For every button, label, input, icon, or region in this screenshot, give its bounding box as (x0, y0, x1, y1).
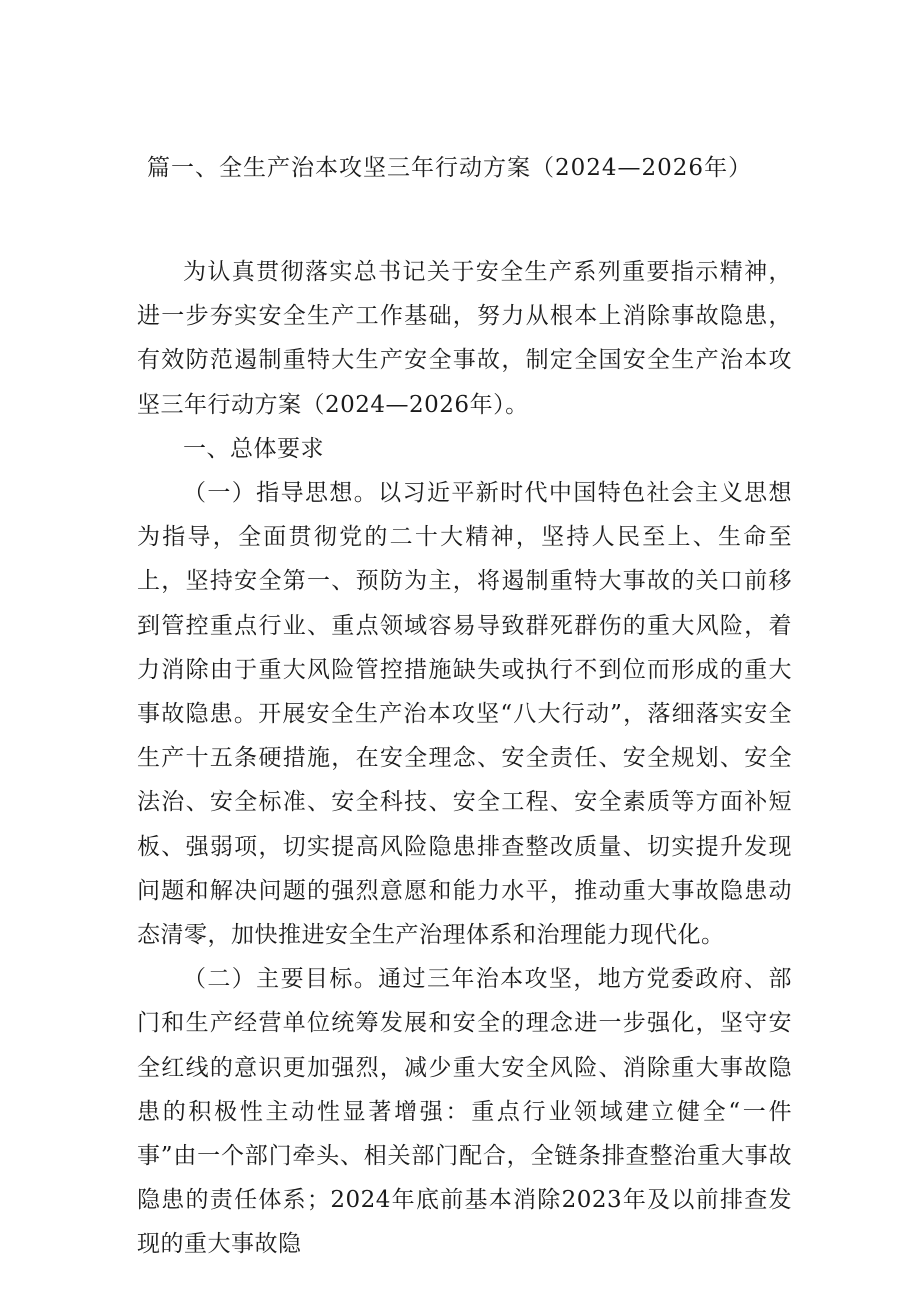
paragraph-main-objectives: （二）主要目标。通过三年治本攻坚，地方党委政府、部门和生产经营单位统筹发展和安全的理念进一步强化，坚守安全红线的意识更加强烈，减少重大安全风险、消除重大事故隐患的积极性主动性显著增强：重点行业领域建立健全“一件事”由一个部门牵头、相关部门配合，全链条排查整治重大事故隐患的责任体系；2024年底前基本消除2023年及以前排查发现的重大事故隐 (137, 966, 792, 1258)
section-heading-general-requirements: 一、总体要求 (183, 435, 324, 462)
document-title: 篇一、全生产治本攻坚三年行动方案（2024—2026年） (147, 155, 753, 181)
intro-paragraph: 为认真贯彻落实总书记关于安全生产系列重要指示精神，进一步夯实安全生产工作基础，努力从根本上消除事故隐患，有效防范遏制重特大生产安全事故，制定全国安全生产治本攻坚三年行动方案（2024—2026年）。 (137, 259, 792, 418)
paragraph-guiding-ideology: （一）指导思想。以习近平新时代中国特色社会主义思想为指导，全面贯彻党的二十大精神，坚持人民至上、生命至上，坚持安全第一、预防为主，将遏制重特大事故的关口前移到管控重点行业、重点领域容易导致群死群伤的重大风险，着力消除由于重大风险管控措施缺失或执行不到位而形成的重大事故隐患。开展安全生产治本攻坚“八大行动”，落细落实安全生产十五条硬措施，在安全理念、安全责任、安全规划、安全法治、安全标准、安全科技、安全工程、安全素质等方面补短板、强弱项，切实提高风险隐患排查整改质量、切实提升发现问题和解决问题的强烈意愿和能力水平，推动重大事故隐患动态清零，加快推进安全生产治理体系和治理能力现代化。 (137, 480, 792, 949)
document-body (137, 250, 792, 1267)
